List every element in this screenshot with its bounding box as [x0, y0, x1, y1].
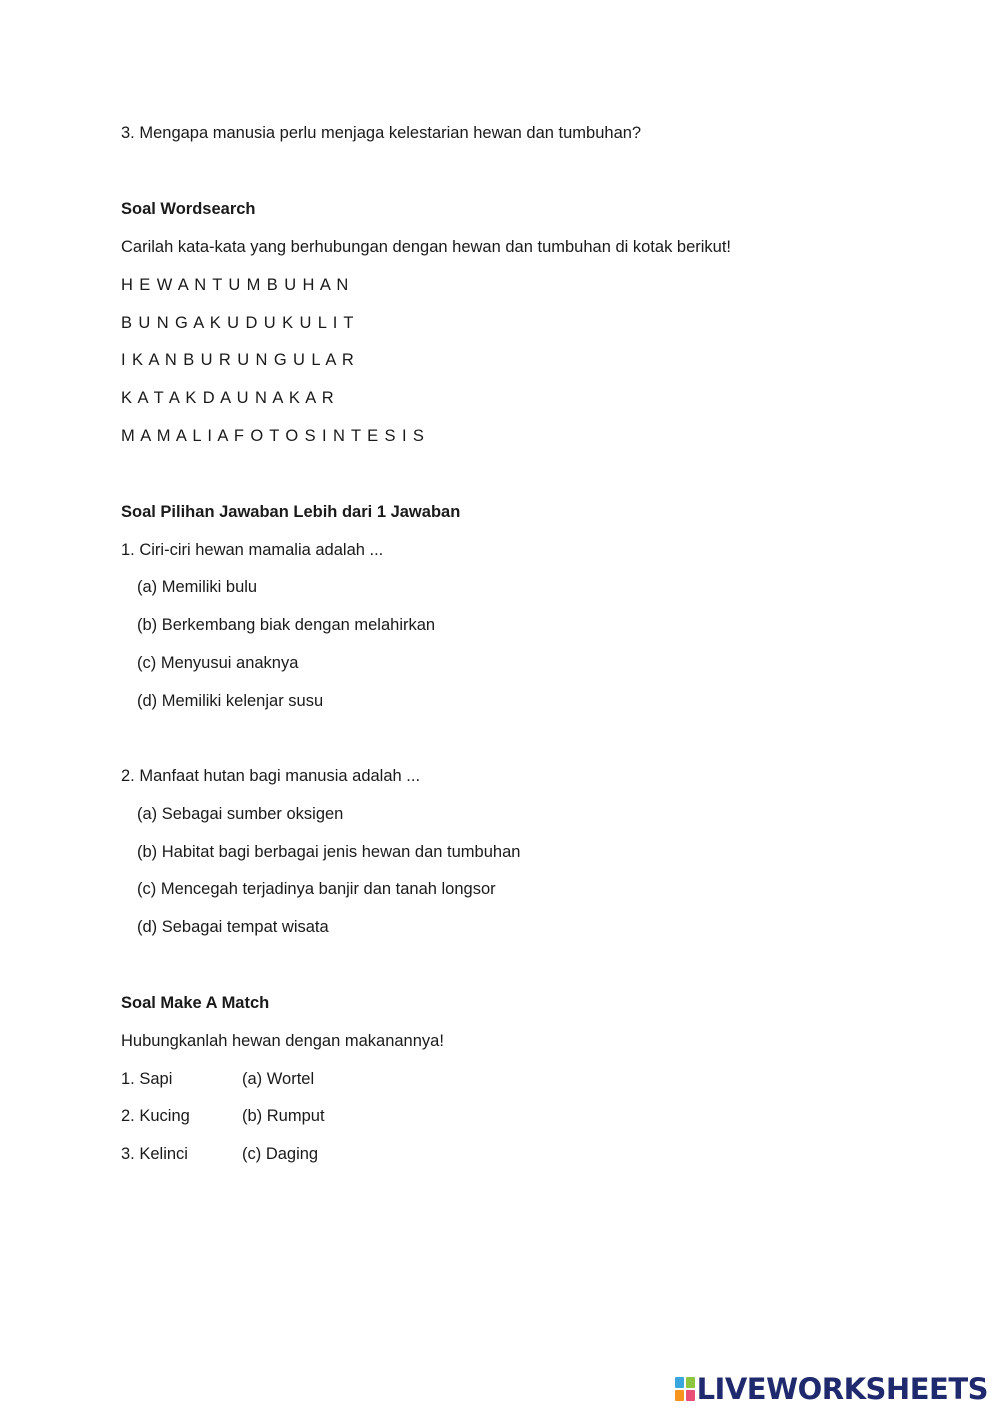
wordsearch-row: H E W A N T U M B U H A N	[121, 276, 350, 294]
wordsearch-heading: Soal Wordsearch	[121, 200, 256, 218]
logo-square-green	[686, 1377, 695, 1388]
make-a-match-heading: Soal Make A Match	[121, 994, 270, 1012]
match-left-item: 3. Kelinci	[121, 1145, 188, 1163]
logo-square-orange	[675, 1390, 684, 1401]
question-3: 3. Mengapa manusia perlu menjaga kelestarian hewan dan tumbuhan?	[121, 124, 642, 142]
make-a-match-instruction: Hubungkanlah hewan dengan makanannya!	[121, 1032, 444, 1050]
wordsearch-instruction: Carilah kata-kata yang berhubungan dengan hewan dan tumbuhan di kotak berikut!	[121, 238, 732, 256]
logo-square-blue	[675, 1377, 684, 1388]
mc-option: (a) Memiliki bulu	[137, 578, 258, 596]
wordsearch-row: I K A N B U R U N G U L A R	[121, 351, 355, 369]
mc-question-1: 1. Ciri-ciri hewan mamalia adalah ...	[121, 541, 384, 559]
liveworksheets-logo-text: LIVEWORKSHEETS	[696, 1372, 988, 1406]
match-right-item: (a) Wortel	[242, 1070, 315, 1088]
wordsearch-row: K A T A K D A U N A K A R	[121, 389, 335, 407]
liveworksheets-logo	[675, 1372, 988, 1406]
match-right-item: (c) Daging	[242, 1145, 319, 1163]
mc-question-2: 2. Manfaat hutan bagi manusia adalah ...	[121, 767, 421, 785]
multiple-choice-heading: Soal Pilihan Jawaban Lebih dari 1 Jawaban	[121, 503, 461, 521]
match-left-item: 2. Kucing	[121, 1107, 190, 1125]
wordsearch-row: M A M A L I A F O T O S I N T E S I S	[121, 427, 425, 445]
mc-option: (c) Mencegah terjadinya banjir dan tanah longsor	[137, 880, 496, 898]
liveworksheets-logo-icon	[675, 1377, 695, 1401]
logo-square-pink	[686, 1390, 695, 1401]
mc-option: (d) Memiliki kelenjar susu	[137, 692, 324, 710]
mc-option: (d) Sebagai tempat wisata	[137, 918, 329, 936]
match-right-item: (b) Rumput	[242, 1107, 325, 1125]
mc-option: (c) Menyusui anaknya	[137, 654, 299, 672]
mc-option: (b) Berkembang biak dengan melahirkan	[137, 616, 436, 634]
mc-option: (b) Habitat bagi berbagai jenis hewan dan tumbuhan	[137, 843, 521, 861]
mc-option: (a) Sebagai sumber oksigen	[137, 805, 344, 823]
wordsearch-row: B U N G A K U D U K U L I T	[121, 314, 355, 332]
match-left-item: 1. Sapi	[121, 1070, 173, 1088]
